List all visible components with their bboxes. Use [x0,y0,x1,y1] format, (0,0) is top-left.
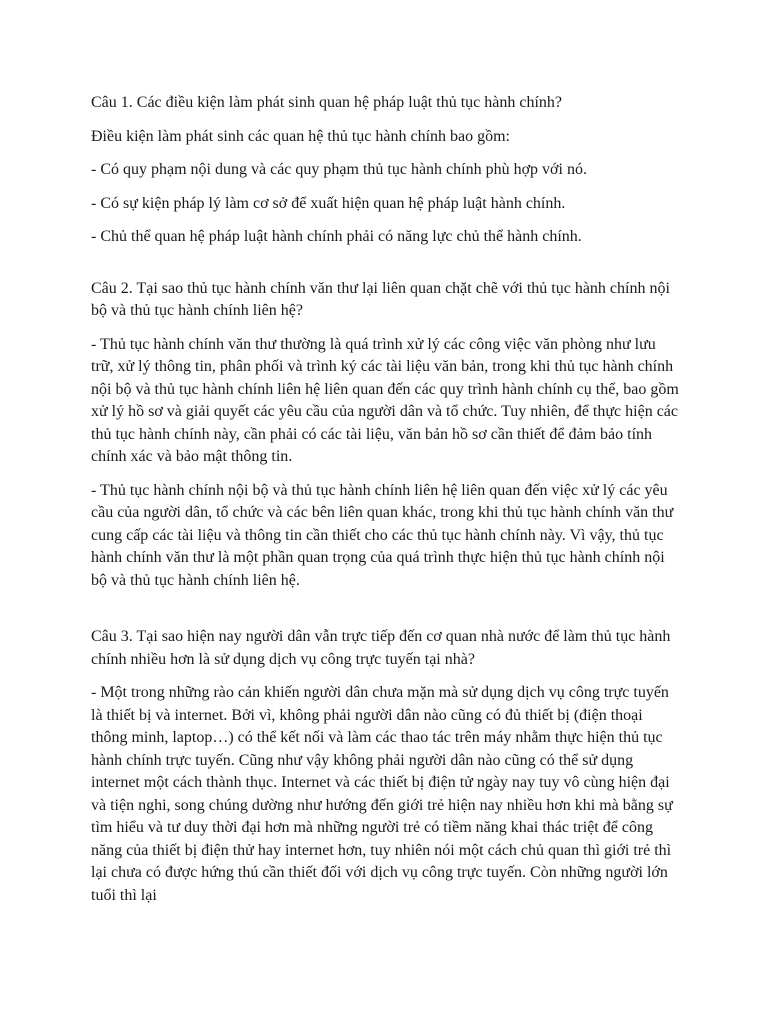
question-3-answer-1: - Một trong những rào cản khiến người dân chưa mặn mà sử dụng dịch vụ công trực tuyến là thiết bị và internet. Bởi vì, không phải người dân nào cũng có đủ thiết bị (điện thoại thông minh, laptop…) có thể kết nối và làm các thao tác trên máy nhằm thực hiện thủ tục hành chính trực tuyến. Cũng như vậy không phải người dân nào cũng có thể sử dụng internet một cách thành thục. Internet và các thiết bị điện tử ngày nay tuy vô cùng hiện đại và tiện nghi, song chúng dường như hướng đến giới trẻ hiện nay nhiều hơn khi mà bằng sự tìm hiểu và tư duy thời đại hơn mà những người trẻ có tiềm năng khai thác triệt để công năng của thiết bị điện thử hay internet hơn, tuy nhiên nói một cách chủ quan thì giới trẻ thì lại chưa có được hứng thú cần thiết đối với dịch vụ công trực tuyến. Còn những người lớn tuổi thì lại [91,684,673,904]
question-2-answer-1: - Thủ tục hành chính văn thư thường là quá trình xử lý các công việc văn phòng như lưu trữ, xử lý thông tin, phân phối và trình ký các tài liệu văn bản, trong khi thủ tục hành chính nội bộ và thủ tục hành chính liên hệ liên quan đến các quy trình hành chính cụ thể, bao gồm xử lý hồ sơ và giải quyết các yêu cầu của người dân và tổ chức. Tuy nhiên, để thực hiện các thủ tục hành chính này, cần phải có các tài liệu, văn bản hồ sơ cần thiết để đảm bảo tính chính xác và bảo mật thông tin. [91,335,679,465]
question-1-point-3: - Chủ thể quan hệ pháp luật hành chính phải có năng lực chủ thể hành chính. [91,228,582,245]
question-1-title: Câu 1. Các điều kiện làm phát sinh quan hệ pháp luật thủ tục hành chính? [91,94,562,111]
question-1-point-2: - Có sự kiện pháp lý làm cơ sở để xuất hiện quan hệ pháp luật hành chính. [91,194,566,212]
question-1-section [91,92,681,249]
question-2-answer-2: - Thủ tục hành chính nội bộ và thủ tục hành chính liên hệ liên quan đến việc xử lý các yêu cầu của người dân, tổ chức và các bên liên quan khác, trong khi thủ tục hành chính văn thư cung cấp các tài liệu và thông tin cần thiết cho các thủ tục hành chính này. Vì vậy, thủ tục hành chính văn thư là một phần quan trọng của quá trình thực hiện thủ tục hành chính nội bộ và thủ tục hành chính liên hệ. [91,481,674,589]
question-2-title: Câu 2. Tại sao thủ tục hành chính văn thư lại liên quan chặt chẽ với thủ tục hành chính nội bộ và thủ tục hành chính liên hệ? [91,279,670,319]
question-2-section [91,278,681,593]
document-page [91,92,681,918]
question-3-section [91,626,681,907]
question-3-title: Câu 3. Tại sao hiện nay người dân vẫn trực tiếp đến cơ quan nhà nước để làm thủ tục hành chính nhiều hơn là sử dụng dịch vụ công trực tuyến tại nhà? [91,628,671,668]
question-1-point-1: - Có quy phạm nội dung và các quy phạm thủ tục hành chính phù hợp với nó. [91,161,587,178]
question-1-intro: Điều kiện làm phát sinh các quan hệ thủ tục hành chính bao gồm: [91,127,510,145]
